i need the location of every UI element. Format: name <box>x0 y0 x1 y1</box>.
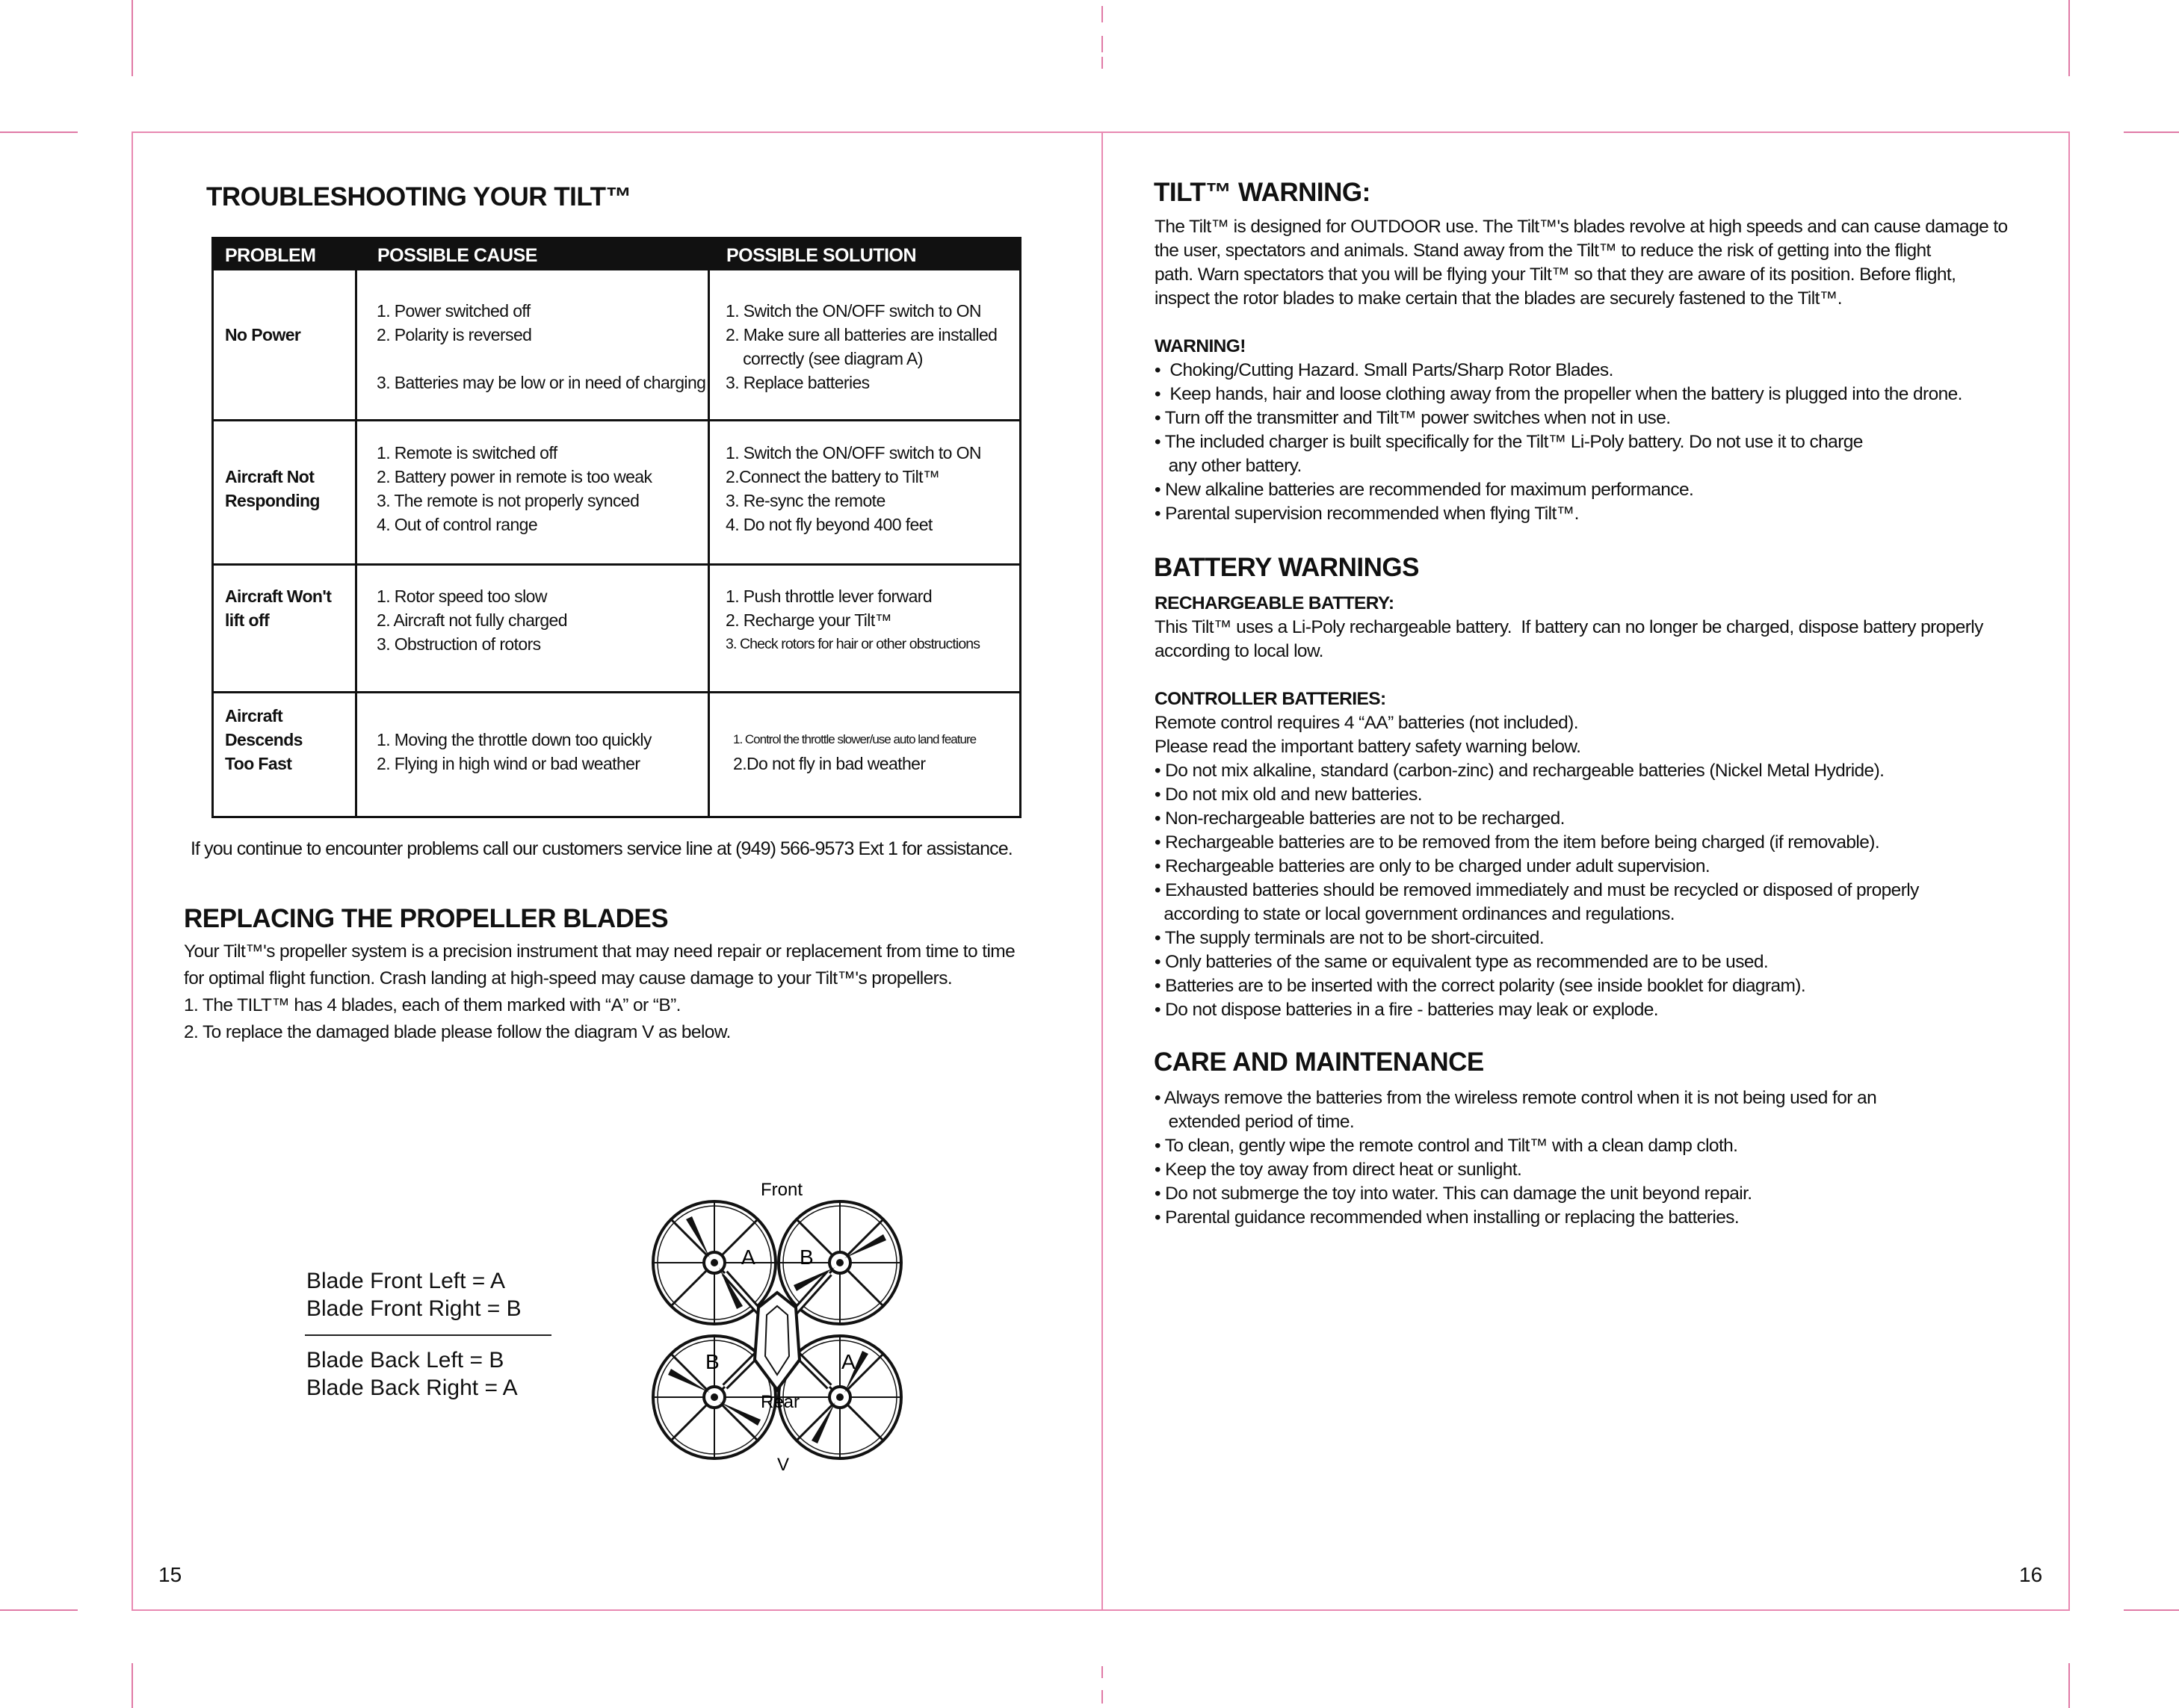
diagram-label-bl: B <box>705 1350 720 1373</box>
cause-text: 1. Rotor speed too slow <box>377 587 547 606</box>
table-row-causes <box>377 584 567 656</box>
problem-text: Descends <box>225 730 303 749</box>
problem-text: Responding <box>225 491 320 510</box>
crop-mark <box>132 1663 133 1708</box>
legend-back-left: Blade Back Left = B <box>306 1348 504 1373</box>
care-line: extended period of time. <box>1155 1112 1355 1132</box>
problem-text: Too Fast <box>225 754 292 773</box>
diagram-label-br: A <box>841 1350 856 1373</box>
column-divider <box>708 270 710 818</box>
instruction-line: 1. The TILT™ has 4 blades, each of them marked with “A” or “B”. <box>184 995 681 1015</box>
solution-text: correctly (see diagram A) <box>726 349 923 368</box>
solution-text: 2. Make sure all batteries are installed <box>726 325 998 344</box>
cause-text: 1. Power switched off <box>377 301 531 321</box>
warning-label: WARNING! <box>1155 336 1246 356</box>
care-line: • Keep the toy away from direct heat or sunlight. <box>1155 1160 1522 1180</box>
header-cause: POSSIBLE CAUSE <box>377 245 537 266</box>
crop-mark <box>132 0 133 76</box>
table-row-causes <box>377 728 652 776</box>
crop-mark <box>2068 0 2070 76</box>
page-number-right: 16 <box>2019 1563 2043 1586</box>
table-row-problem <box>225 584 331 632</box>
cause-text: 3. Obstruction of rotors <box>377 634 541 654</box>
propeller-instructions <box>184 938 1015 1046</box>
cause-text: 4. Out of control range <box>377 515 538 534</box>
legend-back-right: Blade Back Right = A <box>306 1376 518 1400</box>
rechargeable-text <box>1155 616 1983 663</box>
battery-warnings-title: BATTERY WARNINGS <box>1154 553 1419 582</box>
warning-bullet: • Choking/Cutting Hazard. Small Parts/Sharp Rotor Blades. <box>1155 360 1613 380</box>
fold-mark <box>1101 1690 1103 1704</box>
crop-mark <box>2068 1663 2070 1708</box>
solution-text: 3. Replace batteries <box>726 373 870 392</box>
controller-line: • Rechargeable batteries are only to be charged under adult supervision. <box>1155 856 1710 876</box>
diagram-v-label: V <box>777 1455 790 1475</box>
cause-text: 1. Remote is switched off <box>377 443 557 462</box>
warning-bullet: • Parental supervision recommended when flying Tilt™. <box>1155 504 1579 524</box>
diagram-label-fl: A <box>741 1246 755 1269</box>
page-number-left: 15 <box>158 1563 182 1586</box>
blade-legend-front <box>306 1267 522 1322</box>
warning-line: The Tilt™ is designed for OUTDOOR use. The Tilt™'s blades revolve at high speeds and can cause damage to <box>1155 217 2008 237</box>
diagram-label-fr: B <box>800 1246 814 1269</box>
troubleshooting-title: TROUBLESHOOTING YOUR TILT™ <box>206 182 632 211</box>
care-line: • Do not submerge the toy into water. This can damage the unit beyond repair. <box>1155 1183 1752 1204</box>
row-divider <box>214 563 1019 566</box>
cause-text <box>377 347 705 371</box>
cause-text: 1. Moving the throttle down too quickly <box>377 730 652 749</box>
controller-line: Remote control requires 4 “AA” batteries (not included). <box>1155 713 1578 733</box>
crop-mark <box>0 131 78 133</box>
propeller-title: REPLACING THE PROPELLER BLADES <box>184 904 669 933</box>
solution-text: 3. Check rotors for hair or other obstructions <box>726 636 980 652</box>
cause-text: 2. Aircraft not fully charged <box>377 610 567 630</box>
controller-batteries-list <box>1155 711 1919 1022</box>
warning-bullet: • Keep hands, hair and loose clothing away from the propeller when the battery is plugged into the drone. <box>1155 384 1962 404</box>
cause-text: 2. Flying in high wind or bad weather <box>377 754 640 773</box>
fold-mark <box>1101 6 1103 22</box>
legend-front-right: Blade Front Right = B <box>306 1296 522 1321</box>
solution-text: 1. Push throttle lever forward <box>726 587 933 606</box>
tilt-warning-title: TILT™ WARNING: <box>1154 178 1370 207</box>
assistance-note: If you continue to encounter problems call our customers service line at (949) 566-9573 Ext 1 for assistance. <box>191 838 1013 859</box>
instruction-line: 2. To replace the damaged blade please follow the diagram V as below. <box>184 1022 731 1042</box>
solution-text: 4. Do not fly beyond 400 feet <box>726 515 933 534</box>
warning-bullet: any other battery. <box>1155 456 1302 476</box>
controller-line: • Do not mix alkaline, standard (carbon-zinc) and rechargeable batteries (Nickel Metal Hydride). <box>1155 761 1885 781</box>
drone-body <box>725 1273 829 1390</box>
controller-line: • Do not mix old and new batteries. <box>1155 785 1422 805</box>
table-row-solutions <box>726 584 980 656</box>
controller-line: Please read the important battery safety warning below. <box>1155 737 1581 757</box>
solution-text: 1. Switch the ON/OFF switch to ON <box>726 301 981 321</box>
warning-bullets <box>1155 359 1962 526</box>
table-row-solutions <box>726 299 997 394</box>
cause-text: 2. Battery power in remote is too weak <box>377 467 652 486</box>
crop-mark <box>2124 1609 2179 1611</box>
solution-text: 2.Do not fly in bad weather <box>733 754 926 773</box>
crop-mark <box>2124 131 2179 133</box>
diagram-front-label: Front <box>761 1180 803 1200</box>
row-divider <box>214 691 1019 693</box>
solution-text: 1. Switch the ON/OFF switch to ON <box>726 443 981 462</box>
diagram-rear-label: Rear <box>761 1392 800 1412</box>
care-list <box>1155 1086 1876 1230</box>
table-row-causes <box>377 441 652 536</box>
rechargeable-line: This Tilt™ uses a Li-Poly rechargeable battery. If battery can no longer be charged, dispose battery properly <box>1155 617 1983 637</box>
table-row-problem <box>225 323 300 347</box>
blade-legend-back <box>306 1346 518 1402</box>
table-row-causes <box>377 299 705 394</box>
row-divider <box>214 419 1019 421</box>
solution-text: 1. Control the throttle slower/use auto land feature <box>733 732 977 746</box>
warning-bullet: • New alkaline batteries are recommended for maximum performance. <box>1155 480 1694 500</box>
rechargeable-label: RECHARGEABLE BATTERY: <box>1155 593 1394 613</box>
troubleshooting-table <box>211 237 1021 818</box>
problem-text: Aircraft <box>225 706 283 725</box>
care-line: • Parental guidance recommended when installing or replacing the batteries. <box>1155 1207 1740 1228</box>
warning-line: path. Warn spectators that you will be flying your Tilt™ so that they are aware of its position. Before flight, <box>1155 264 1956 285</box>
controller-line: • Only batteries of the same or equivalent type as recommended are to be used. <box>1155 952 1769 972</box>
instruction-line: Your Tilt™'s propeller system is a precision instrument that may need repair or replacement from time to time <box>184 941 1016 962</box>
tilt-warning-paragraph <box>1155 215 2008 311</box>
problem-text: Aircraft Won't <box>225 587 332 606</box>
table-row-solutions <box>733 728 976 776</box>
controller-line: • Batteries are to be inserted with the correct polarity (see inside booklet for diagram). <box>1155 976 1806 996</box>
controller-line: • The supply terminals are not to be short-circuited. <box>1155 928 1545 948</box>
controller-line: • Exhausted batteries should be removed immediately and must be recycled or disposed of properly <box>1155 880 1919 900</box>
column-divider <box>355 270 357 818</box>
cause-text: 3. Batteries may be low or in need of charging <box>377 373 706 392</box>
controller-line: • Rechargeable batteries are to be removed from the item before being charged (if removable). <box>1155 832 1880 853</box>
solution-text: 2.Connect the battery to Tilt™ <box>726 467 940 486</box>
fold-mark <box>1101 1666 1103 1678</box>
care-line: • To clean, gently wipe the remote control and Tilt™ with a clean damp cloth. <box>1155 1136 1738 1156</box>
center-fold <box>1101 131 1103 1611</box>
cause-text: 2. Polarity is reversed <box>377 325 532 344</box>
warning-line: the user, spectators and animals. Stand away from the Tilt™ to reduce the risk of getting into the flight <box>1155 241 1931 261</box>
solution-text: 2. Recharge your Tilt™ <box>726 610 892 630</box>
warning-line: inspect the rotor blades to make certain that the blades are securely fastened to the Tilt™. <box>1155 288 1842 309</box>
instruction-line: for optimal flight function. Crash landing at high-speed may cause damage to your Tilt™'s propellers. <box>184 968 953 988</box>
warning-bullet: • The included charger is built specifically for the Tilt™ Li-Poly battery. Do not use it to charge <box>1155 432 1863 452</box>
care-line: • Always remove the batteries from the wireless remote control when it is not being used for an <box>1155 1088 1877 1108</box>
cause-text: 3. The remote is not properly synced <box>377 491 640 510</box>
solution-text: 3. Re-sync the remote <box>726 491 885 510</box>
controller-label: CONTROLLER BATTERIES: <box>1155 689 1386 709</box>
problem-text: No Power <box>225 325 301 344</box>
legend-front-left: Blade Front Left = A <box>306 1269 506 1293</box>
table-row-problem <box>225 704 303 776</box>
controller-line: according to state or local government ordinances and regulations. <box>1155 904 1675 924</box>
header-problem: PROBLEM <box>225 245 316 266</box>
header-solution: POSSIBLE SOLUTION <box>726 245 917 266</box>
warning-bullet: • Turn off the transmitter and Tilt™ power switches when not in use. <box>1155 408 1671 428</box>
fold-mark <box>1101 36 1103 52</box>
table-header <box>214 239 1019 270</box>
table-row-problem <box>225 465 320 513</box>
crop-mark <box>0 1609 78 1611</box>
care-maintenance-title: CARE AND MAINTENANCE <box>1154 1048 1484 1077</box>
rechargeable-line: according to local low. <box>1155 641 1323 661</box>
problem-text: Aircraft Not <box>225 467 315 486</box>
table-row-solutions <box>726 441 981 536</box>
legend-divider <box>305 1334 551 1336</box>
controller-line: • Do not dispose batteries in a fire - batteries may leak or explode. <box>1155 1000 1658 1020</box>
controller-line: • Non-rechargeable batteries are not to be recharged. <box>1155 808 1565 829</box>
problem-text: lift off <box>225 610 270 630</box>
fold-mark <box>1101 57 1103 69</box>
drone-diagram <box>628 1173 927 1487</box>
